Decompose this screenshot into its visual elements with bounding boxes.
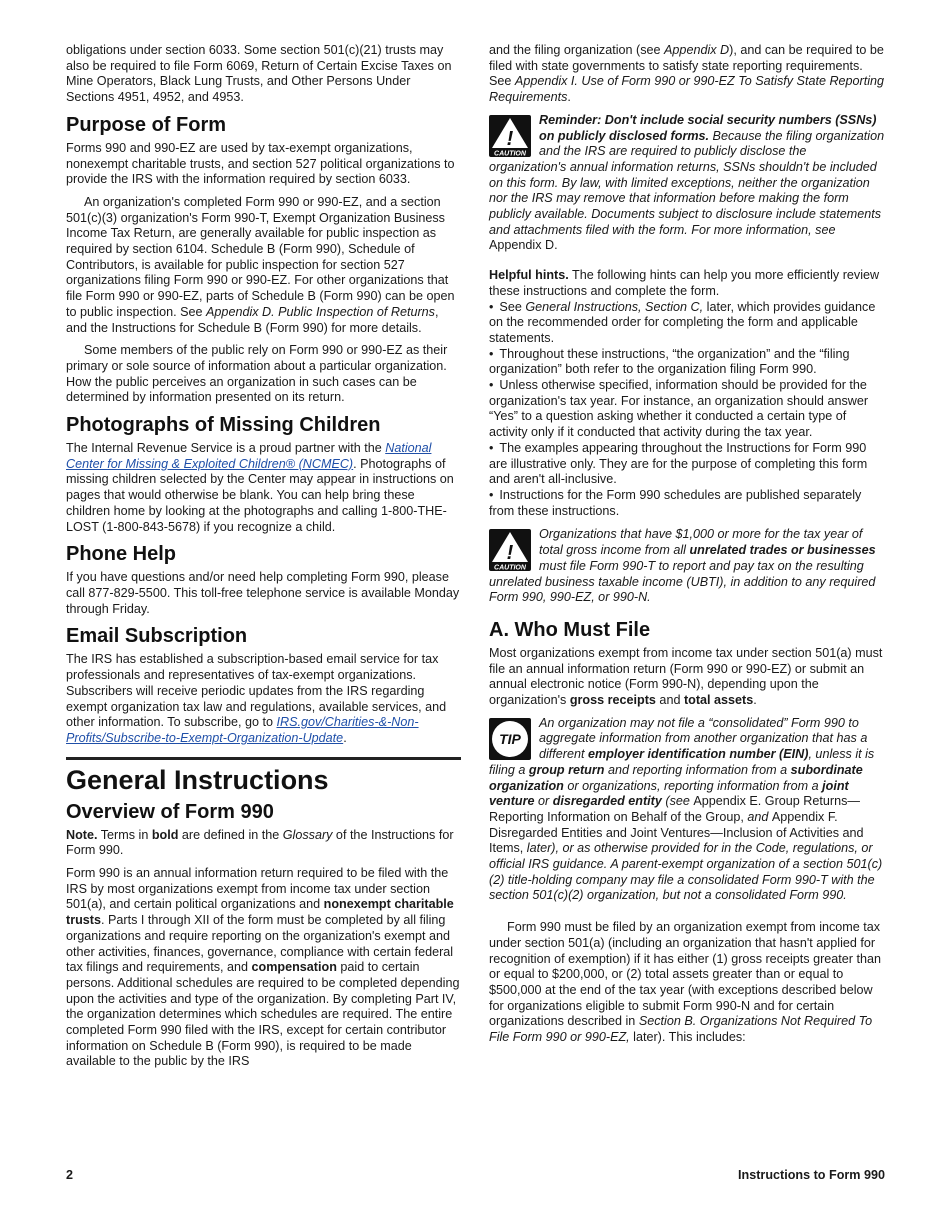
svg-text:CAUTION: CAUTION — [494, 150, 526, 157]
section-divider — [66, 757, 461, 760]
hint-bullet-5: • Instructions for the Form 990 schedules are published separately from these instructions. — [489, 488, 885, 519]
purpose-paragraph-1: Forms 990 and 990-EZ are used by tax-exempt organizations, nonexempt charitable trusts, and section 527 political organizations to provide the IRS with the information required by section 6033. — [66, 140, 455, 187]
caution-ssn-note: ! CAUTION Reminder: Don't include social security numbers (SSNs) on publicly disclosed forms. Because the filing organization and the IRS are required to publicly disclose the organization's annual information returns, SSNs shouldn't be included on this form. By law, with limited exceptions, neither the organization nor the IRS may remove that information before making the form publicly available. Documents subject to disclosure include statements and attachments filed with the form. For more information, see Appendix D. — [489, 112, 885, 253]
ncmec-link[interactable]: National Center for Missing & Exploited Children® (NCMEC) — [66, 441, 432, 471]
right-column — [489, 43, 885, 1053]
hint-bullet-4: • The examples appearing throughout the Instructions for Form 990 are illustrative only. They are for the purpose of completing this form and aren't all-inclusive. — [489, 441, 885, 488]
note-paragraph: Note. Terms in bold are defined in the Glossary of the Instructions for Form 990. — [66, 827, 454, 858]
page-number: 2 — [66, 1168, 74, 1182]
intro-paragraph: obligations under section 6033. Some section 501(c)(21) trusts may also be required to file Form 6069, Return of Certain Excise Taxes on Mine Operators, Black Lung Trusts, and Other Persons Under Sections 4951, 4952, and 4953. — [66, 43, 452, 105]
form-990-filing-paragraph: Form 990 must be filed by an organization exempt from income tax under section 501(a) (including an organization that hasn't applied for recognition of exemption) if it has either (1) gross receipts greater than or equal to $200,000, or (2) total assets greater than or equal to $500,000 at the end of the tax year (with exceptions described below for organizations eligible to submit Form 990-N and for certain organizations described in Section B. Organizations Not Required To File Form 990 or 990-EZ, later). This includes: — [489, 920, 881, 1045]
heading-who-must-file: A. Who Must File — [489, 618, 651, 641]
hint-bullet-1: • See General Instructions, Section C, later, which provides guidance on the recommended order for completing the form and applicable statements. — [489, 300, 885, 347]
continuation-paragraph: and the filing organization (see Appendix D), and can be required to be filed with state governments to satisfy state reporting requirements. See Appendix I. Use of Form 990 or 990-EZ To Satisfy State Reporting Requirements. — [489, 43, 885, 105]
tip-consolidated-note: TIP An organization may not file a “consolidated” Form 990 to aggregate information from another organization that has a different employer identification number (EIN), unless it is filing a group return and reporting information from a subordinate organization or organizations, reporting information from a joint venture or disregarded entity (see Appendix E. Group Returns—Reporting Information on Behalf of the Group, and Appendix F. Disregarded Entities and Joint Ventures—Inclusion of Activities and Items, later), or as otherwise provided for in the Code, regulations, or official IRS guidance. A parent-exempt organization of a section 501(c)(2) title-holding company may file a consolidated Form 990-T with the section 501(c)(2) organization, but not a consolidated Form 990. — [489, 715, 883, 903]
heading-phone-help: Phone Help — [66, 543, 177, 566]
caution-icon — [489, 115, 531, 157]
heading-overview: Overview of Form 990 — [66, 800, 274, 823]
svg-text:!: ! — [506, 127, 514, 150]
email-paragraph: The IRS has established a subscription-based email service for tax professionals and representatives of tax-exempt organizations. Subscribers will receive periodic updates from the IRS regarding exempt organization tax law and regulations, available services, and other information. To subscribe, go to IRS.gov/Charities-&-Non-Profits/Subscribe-to-Exempt-Organization-Update. — [66, 652, 447, 745]
phone-paragraph: If you have questions and/or need help completing Form 990, please call 877-829-5500. This toll-free telephone service is available Monday through Friday. — [66, 570, 460, 616]
photos-paragraph: The Internal Revenue Service is a proud partner with the National Center for Missing & Exploited Children® (NCMEC). Photographs of missing children selected by the Center may appear in instructions on pages that would otherwise be blank. You can help bring these children home by looking at the photographs and calling 1-800-THE-LOST (1-800-843-5678) if you recognize a child. — [66, 441, 454, 534]
caution-ubti-note: ! CAUTION Organizations that have $1,000 or more for the tax year of total gross income from all unrelated trades or businesses must file Form 990-T to report and pay tax on the resulting unrelated business taxable income (UBTI), in addition to any required Form 990, 990-EZ, or 990-N. — [489, 527, 876, 605]
svg-text:CAUTION: CAUTION — [494, 564, 526, 572]
hint-bullet-2: • Throughout these instructions, “the organization” and the “filing organization” both refer to the organization filing Form 990. — [489, 347, 885, 378]
tip-icon — [489, 718, 531, 760]
heading-purpose-of-form: Purpose of Form — [66, 113, 227, 136]
heading-photographs: Photographs of Missing Children — [66, 414, 381, 437]
caution-icon — [489, 529, 531, 571]
purpose-paragraph-3: Some members of the public rely on Form 990 or 990-EZ as their primary or sole source of information about a particular organization. How the public perceives an organization in such cases can be determined by information presented on its return. — [66, 343, 448, 405]
who-must-file-paragraph: Most organizations exempt from income tax under section 501(a) must file an annual information return (Form 990 or 990-EZ) or submit an annual electronic notice (Form 990-N), depending upon the organization's gross receipts and total assets. — [489, 645, 883, 708]
email-subscription-link[interactable]: IRS.gov/Charities-&-Non-Profits/Subscribe-to-Exempt-Organization-Update — [66, 715, 419, 745]
helpful-hints: Helpful hints. The following hints can help you more efficiently review these instructions and complete the form. — [489, 268, 880, 298]
document-title: Instructions to Form 990 — [738, 1168, 885, 1182]
heading-email-subscription: Email Subscription — [66, 625, 248, 648]
overview-paragraph: Form 990 is an annual information return required to be filed with the IRS by most organizations exempt from income tax under section 501(a), and certain political organizations and nonexempt charitable trusts. Parts I through XII of the form must be completed by all filing organizations and require reporting on the organization's exempt and other activities, finances, governance, compliance with certain federal tax filings and requirements, and compensation paid to certain persons. Additional schedules are required to be completed depending upon the activities and type of the organization. By completing Part IV, the organization determines which schedules are required. The entire completed Form 990 filed with the IRS, except for certain contributor information on Schedule B (Form 990), is required to be made available to the public by the IRS — [66, 866, 460, 1069]
left-column — [66, 43, 461, 1077]
hint-bullet-3: • Unless otherwise specified, information should be provided for the organization's tax year. For instance, an organization should answer “Yes” to a question asking whether it conducted a certain type of activity only if it conducted that activity during the tax year. — [489, 378, 885, 441]
heading-general-instructions: General Instructions — [66, 764, 329, 795]
svg-text:TIP: TIP — [499, 730, 521, 747]
svg-text:!: ! — [506, 542, 514, 565]
purpose-paragraph-2: An organization's completed Form 990 or 990-EZ, and a section 501(c)(3) organization's Form 990-T, Exempt Organization Business Income Tax Return, are generally available for public inspection as required by section 6104. Schedule B (Form 990), Schedule of Contributors, is available for public inspection for section 527 organizations filing Form 990 or 990-EZ. For other organizations that file Form 990 or 990-EZ, parts of Schedule B (Form 990) can be open to public inspection. See Appendix D. Public Inspection of Returns, and the Instructions for Schedule B (Form 990) for more details. — [66, 194, 455, 335]
